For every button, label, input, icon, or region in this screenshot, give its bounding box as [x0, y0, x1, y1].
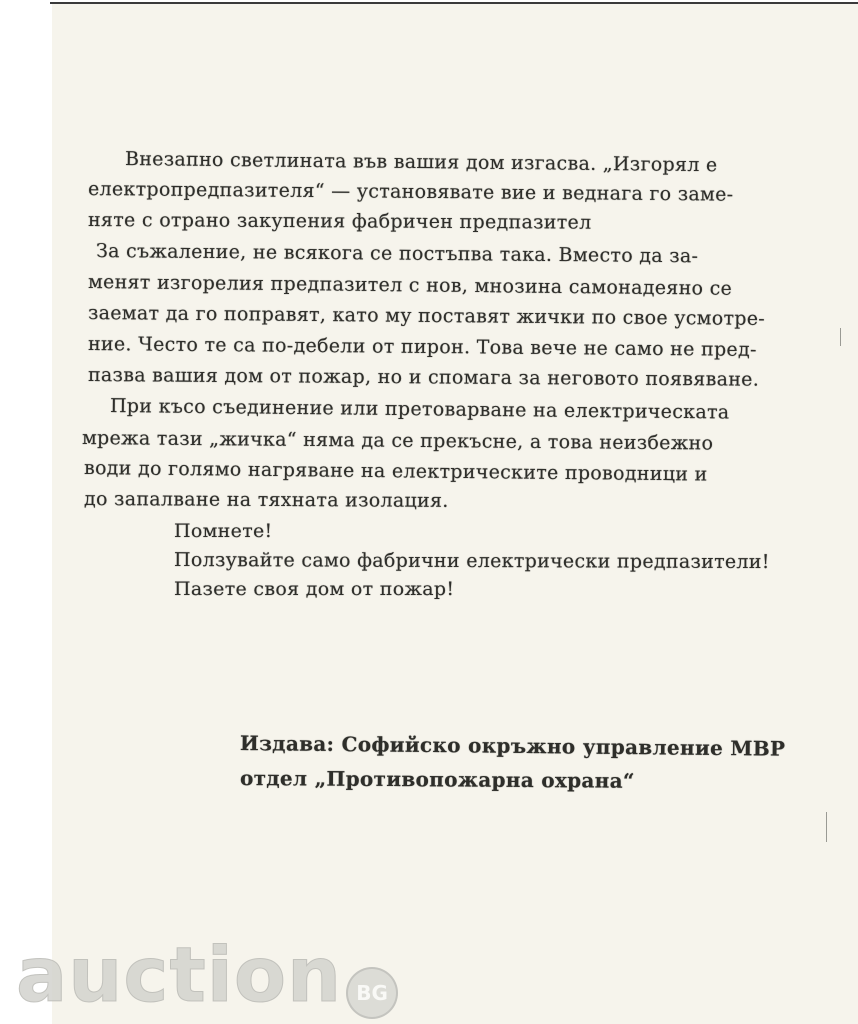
- body-line-1: Внезапно светлината във вашия дом изгасва. „Изгорял е: [124, 148, 718, 177]
- body-line-12: до запалване на тяхната изолация.: [83, 488, 449, 512]
- body-line-7: ние. Често те са по-дебели от пирон. Това вече не само не пред-: [87, 333, 757, 361]
- paper-scratch-mark: [826, 812, 827, 842]
- body-line-5: менят изгорелия предпазител с нов, мнозина самонадеяно се: [87, 271, 733, 300]
- advice-line-1: Ползувайте само фабрични електрически предпазители!: [173, 549, 770, 574]
- body-line-8: пазва вашия дом от пожар, но и спомага за неговото появяване.: [87, 364, 760, 391]
- body-line-11: води до голямо нагряване на електрическите проводници и: [83, 457, 708, 486]
- watermark-text: auction: [16, 930, 343, 1019]
- remember-heading: Помнете!: [174, 520, 273, 542]
- body-line-6: заемат да го поправят, като му поставят жички по свое усмотре-: [87, 302, 766, 330]
- body-line-3: няте с отрано закупения фабричен предпазител: [87, 209, 592, 234]
- auction-watermark: [16, 930, 398, 1020]
- body-line-9: При късо съединение или претоварване на електрическата: [109, 395, 730, 424]
- watermark-badge: BG: [346, 967, 398, 1019]
- body-line-4: За съжаление, не всякога се постъпва така. Вместо да за-: [95, 240, 699, 268]
- paper-scratch-mark: [840, 328, 841, 346]
- publisher-line-1: Издава: Софийско окръжно управление МВР: [239, 731, 786, 761]
- publisher-line-2: отдел „Противопожарна охрана“: [239, 766, 635, 793]
- body-line-10: мрежа тази „жичка“ няма да се прекъсне, а това неизбежно: [81, 427, 714, 455]
- advice-line-2: Пазете своя дом от пожар!: [174, 578, 455, 600]
- body-line-2: електропредпазителя“ — установявате вие и веднага го заме-: [87, 178, 734, 206]
